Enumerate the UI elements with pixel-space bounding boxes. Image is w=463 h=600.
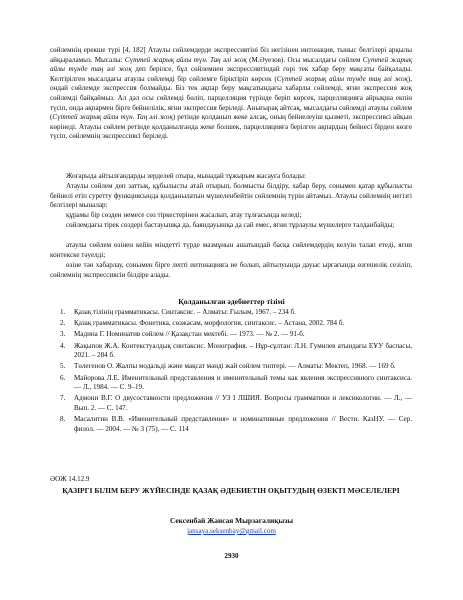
text-run: (М.Әуезов). Осы мысалдағы сөйлем xyxy=(246,55,363,64)
feature-item-3: атаулы сөйлем өзінен кейін міндетті түрде мазмұнын ашатындай басқа сөйлемдердің келуін талап етеді, яғни контекске тәуелді; xyxy=(50,241,412,259)
text-run: сөйлемнің ерекше түрі [4, 182] Атаулы сөйлемдерде экспрессивтіні біз негізінен интонация, тыныс белгілері арқылы айқыраламыз. Мысалы: xyxy=(50,46,412,64)
reference-text: Қазақ тілінің грамматикасы. Синтаксис. – Алматы: Ғылым, 1967. – 234 б. xyxy=(74,308,296,316)
author-email-link[interactable]: jansaya.seksenbay@gmail.com xyxy=(187,527,276,535)
italic-example: Сүттей жарық айлы түнде таң әлі жоқ xyxy=(276,74,408,83)
body-paragraph-3: Атаулы сөйлем деп заттық, құбылысты атай отырып, болмысты білдіру, хабар беру, сонымен қатар құбылысты бейнелі етіп суретту функциясында қолданылатын мүшеленбейтін сөйлемнің түрін айтамыз. Атаулы сөйлемнің негізгі белгілері мыналар: xyxy=(50,182,412,210)
reference-item xyxy=(60,330,412,340)
feature-item-1: құрамы бір сөзден немесе сөз тіркестерінен жасалып, атау тұлғасында келеді; xyxy=(66,211,302,219)
text-run: ) ретінде қолданып жеке алсақ, оның бейнелеуіш қызметі, экспрессивсі айқын көрінеді. Атаулы сөйлем ретінде қолданылғанда жеке болшек, парцелляцияға берілген ақпардың бейнесі бірден көзге түсіп, сөйлемнің экспрессивсі беріледі. xyxy=(50,113,413,141)
reference-text: Майорова Л.Е. Именительный представления и именительный темы как явления экспрессивного синтаксиса. — Л., 1984. — С. 9–19. xyxy=(74,373,412,392)
reference-text: Жақыпов Ж.А. Контекстуалдық синтаксис. Монография. – Нұр-сұлтан: Л.Н. Гумилев атындағы ЕҰУ баспасы, 2021. – 284 б. xyxy=(74,341,412,360)
body-paragraph-2: Жоғарыда айтылғандарды зерделей отыра, мынадай тұжырым жасауға болады: xyxy=(66,172,306,180)
reference-number: 8. xyxy=(60,415,66,424)
references-heading: Қолданылған әдебиеттер тізімі xyxy=(178,297,285,306)
references-list xyxy=(60,308,412,436)
feature-item-4: өзіне тән хабарлау, сонымен бірге лепті интонацияға ие болып, айтылуында дауыс ырғағында өзгешелік сезіліп, сөйлемнің экспрессивсін білдіре алады. xyxy=(50,261,412,279)
reference-item xyxy=(60,308,412,318)
page-number: 2930 xyxy=(224,552,239,560)
reference-item xyxy=(60,362,412,372)
reference-text: Төлегенов О. Жалпы модальді және мақсат мәнді жай сөйлем типтері. — Алматы: Мектеп, 1968. — 169 б. xyxy=(74,362,396,371)
reference-number: 1. xyxy=(60,308,66,316)
reference-item xyxy=(60,415,412,434)
feature-item-2: сөйлемдағы тірек сөздері бастауышқа да, баяндауышқа да сай емес, яғни тұрлаулы мүшелерге талданбайды; xyxy=(66,221,395,229)
author-name: Сексенбай Жансая Мырзагалиқызы xyxy=(169,516,294,525)
reference-text: Қазақ грамматикасы. Фонетика, сөзжасам, морфология, синтаксис. – Астана, 2002. 784 б. xyxy=(74,319,345,328)
article-title: ҚАЗІРГІ БІЛІМ БЕРУ ЖҮЙЕСІНДЕ ҚАЗАҚ ӘДЕБИЕТІН ОҚЫТУДЫҢ ӨЗЕКТІ МӘСЕЛЕЛЕРІ xyxy=(62,486,400,495)
reference-number: 4. xyxy=(60,341,66,350)
text-run: деп берілсе, бұл сөйлемнен экспрессивтіндай гөрі тек хабар беру мақсаты байқалады. Келтірілген мысалдағы атаулы сөйлемді бір сөйлемге біріктіріп көрсек ( xyxy=(50,65,413,83)
text-run: ), ондай сөйлемде экспрессия болмайды. Біз тек ақпар беру мақсатындағы хабарлы сөйлемді, яғни экспрессия жоқ сөйлемді байқаймыз. Ал дәл осы сөйлемді бөліп, парцелляция түрінде беріп көрсек, парцелляцияға айрықша екпін түсіп, онда ақпармен бірге бейнелілік, яғни экспрессия беріледі. Анығырақ айтсақ, мысалдағы сөйлемді атаулы сөйлем ( xyxy=(50,74,412,122)
reference-text: Адмони В.Г. О двусоставности предложения // УЗ I ЛШИЯ. Вопросы грамматики и лексикологии. — Л., —Вып. 2. — С. 147. xyxy=(74,394,412,412)
reference-item xyxy=(60,342,412,361)
reference-text: Масалитин В.В. «Именительный представления» и номинативные предложения // Вестн. КазНУ. — Сер. филол. — 2004. — № 3 (75). — С. 114 xyxy=(74,415,412,433)
reference-item xyxy=(60,374,412,393)
italic-example: Сүттей жарық айлы түнде таң әлі жоқ xyxy=(50,55,413,74)
reference-item xyxy=(60,394,412,413)
reference-number: 6. xyxy=(60,373,66,382)
reference-number: 5. xyxy=(60,362,66,371)
author-email-line xyxy=(0,527,463,535)
italic-example: Сүттей жарық айлы түн. Таң әлі жоқ xyxy=(124,55,247,64)
reference-text: Мадина Г. Номинатив сөйлем // Қазақстан мектебі. — 1973. — № 2. — 91-б. xyxy=(74,330,305,339)
udc-code: ӘОЖ 14.12.9 xyxy=(50,475,90,483)
italic-example: Сүттей жарық айлы түн. Таң әлі жоқ xyxy=(52,113,173,122)
reference-number: 7. xyxy=(60,394,66,403)
body-paragraph-1 xyxy=(50,46,412,142)
reference-item xyxy=(60,319,412,329)
reference-number: 3. xyxy=(60,330,66,339)
reference-number: 2. xyxy=(60,319,66,328)
